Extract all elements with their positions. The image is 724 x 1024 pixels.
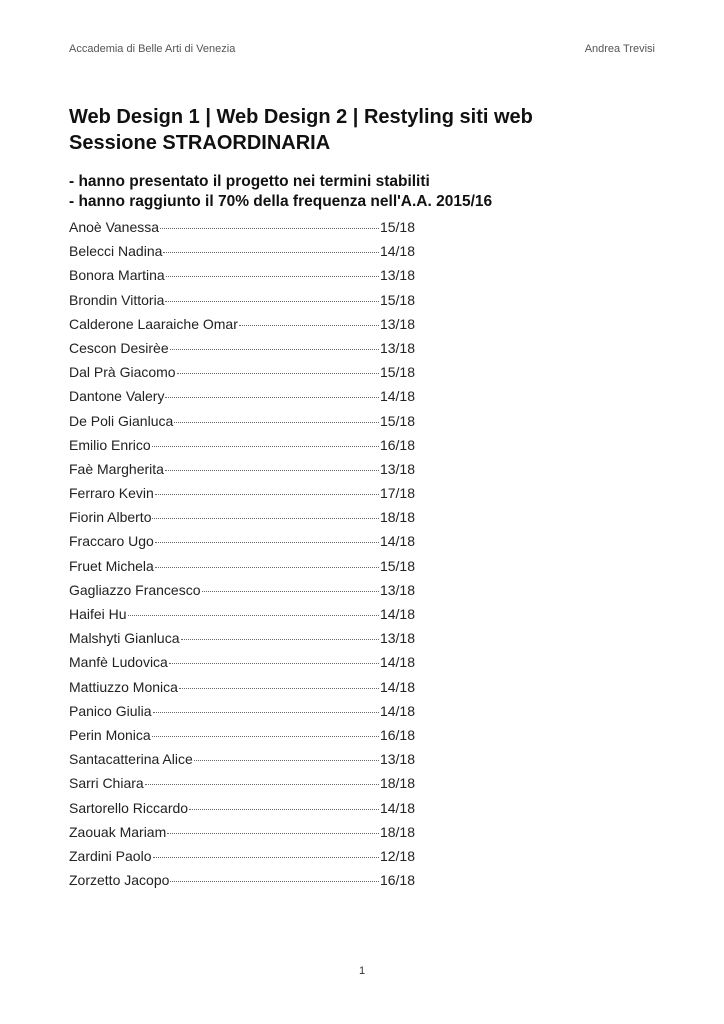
dot-leader <box>152 518 378 519</box>
student-row <box>69 529 415 553</box>
student-row <box>69 288 415 312</box>
student-score: 16/18 <box>379 436 415 453</box>
student-name: Faè Margherita <box>69 460 164 477</box>
student-row <box>69 312 415 336</box>
student-score: 13/18 <box>379 267 415 284</box>
student-name: Cescon Desirèe <box>69 339 169 356</box>
student-name: Haifei Hu <box>69 606 127 622</box>
dot-leader <box>170 349 379 350</box>
student-name: Manfè Ludovica <box>69 654 168 671</box>
student-name: Brondin Vittoria <box>69 291 165 308</box>
student-score: 15/18 <box>379 291 415 308</box>
student-score: 15/18 <box>379 219 415 235</box>
student-row <box>69 578 415 602</box>
student-score: 13/18 <box>379 581 415 598</box>
document-title <box>69 104 669 156</box>
student-score: 16/18 <box>379 872 415 889</box>
student-score: 17/18 <box>379 485 415 502</box>
student-name: Ferraro Kevin <box>69 485 154 502</box>
student-score: 14/18 <box>379 702 415 719</box>
subtitle-line-1: - hanno presentato il progetto nei termini stabiliti <box>69 173 430 190</box>
student-row <box>69 650 415 674</box>
student-row <box>69 868 415 892</box>
student-row <box>69 505 415 529</box>
dot-leader <box>166 276 379 277</box>
title-line-2: Sessione STRAORDINARIA <box>69 132 331 154</box>
student-score: 14/18 <box>379 533 415 550</box>
student-score: 15/18 <box>379 412 415 429</box>
dot-leader <box>239 325 379 326</box>
student-name: Santacatterina Alice <box>69 751 193 768</box>
student-name: Malshyti Gianluca <box>69 630 180 647</box>
student-list <box>69 215 415 892</box>
student-score: 13/18 <box>379 339 415 356</box>
student-row <box>69 384 415 408</box>
student-score: 18/18 <box>379 509 415 526</box>
student-name: Fruet Michela <box>69 557 154 574</box>
student-name: Belecci Nadina <box>69 243 163 260</box>
student-row <box>69 844 415 868</box>
dot-leader <box>145 784 379 785</box>
student-name: Zaouak Mariam <box>69 823 167 840</box>
student-row <box>69 675 415 699</box>
student-name: Zorzetto Jacopo <box>69 872 170 889</box>
student-row <box>69 820 415 844</box>
student-name: Mattiuzzo Monica <box>69 678 178 695</box>
student-score: 13/18 <box>379 630 415 647</box>
dot-leader <box>160 228 379 229</box>
student-score: 12/18 <box>379 847 415 864</box>
student-score: 14/18 <box>379 678 415 695</box>
student-score: 13/18 <box>379 460 415 477</box>
student-name: Calderone Laaraiche Omar <box>69 315 238 332</box>
student-score: 13/18 <box>379 751 415 768</box>
student-name: Anoè Vanessa <box>69 219 160 235</box>
dot-leader <box>155 494 379 495</box>
dot-leader <box>152 446 379 447</box>
header-author: Andrea Trevisi <box>584 43 655 55</box>
student-name: Zardini Paolo <box>69 847 152 864</box>
student-row <box>69 336 415 360</box>
student-name: Sarri Chiara <box>69 775 144 792</box>
header-institution: Accademia di Belle Arti di Venezia <box>69 43 236 55</box>
dot-leader <box>152 736 379 737</box>
page-number: 1 <box>358 965 366 977</box>
student-row <box>69 699 415 723</box>
student-score: 18/18 <box>379 823 415 840</box>
student-name: Fraccaro Ugo <box>69 533 154 550</box>
student-row <box>69 602 415 626</box>
dot-leader <box>167 833 379 834</box>
student-row <box>69 771 415 795</box>
document-subtitle <box>69 172 669 212</box>
dot-leader <box>202 591 379 592</box>
student-row <box>69 796 415 820</box>
dot-leader <box>165 470 379 471</box>
student-row <box>69 747 415 771</box>
student-row <box>69 433 415 457</box>
student-row <box>69 215 415 239</box>
dot-leader <box>179 688 379 689</box>
student-score: 14/18 <box>379 388 415 405</box>
student-name: Gagliazzo Francesco <box>69 581 201 598</box>
student-score: 18/18 <box>379 775 415 792</box>
student-row <box>69 457 415 481</box>
student-score: 16/18 <box>379 726 415 743</box>
student-name: Dal Prà Giacomo <box>69 364 176 381</box>
student-score: 14/18 <box>379 799 415 816</box>
subtitle-line-2: - hanno raggiunto il 70% della frequenza nell'A.A. 2015/16 <box>69 193 493 210</box>
student-name: Perin Monica <box>69 726 151 743</box>
title-line-1: Web Design 1 | Web Design 2 | Restyling siti web <box>69 106 533 128</box>
dot-leader <box>174 422 379 423</box>
dot-leader <box>155 567 379 568</box>
student-score: 13/18 <box>379 315 415 332</box>
student-row <box>69 481 415 505</box>
dot-leader <box>189 809 379 810</box>
student-score: 14/18 <box>379 606 415 622</box>
dot-leader <box>163 252 379 253</box>
student-row <box>69 263 415 287</box>
dot-leader <box>177 373 379 374</box>
dot-leader <box>181 639 379 640</box>
student-name: De Poli Gianluca <box>69 412 174 429</box>
student-score: 14/18 <box>379 243 415 260</box>
dot-leader <box>153 712 379 713</box>
student-row <box>69 723 415 747</box>
student-name: Bonora Martina <box>69 267 165 284</box>
student-row <box>69 626 415 650</box>
student-score: 14/18 <box>379 654 415 671</box>
student-name: Sartorello Riccardo <box>69 799 189 816</box>
student-name: Dantone Valery <box>69 388 165 405</box>
dot-leader <box>165 397 378 398</box>
student-row <box>69 360 415 384</box>
dot-leader <box>165 301 378 302</box>
dot-leader <box>170 881 379 882</box>
dot-leader <box>153 857 379 858</box>
dot-leader <box>169 663 379 664</box>
student-score: 15/18 <box>379 364 415 381</box>
student-name: Emilio Enrico <box>69 436 151 453</box>
student-row <box>69 239 415 263</box>
dot-leader <box>128 615 379 616</box>
student-name: Panico Giulia <box>69 702 152 719</box>
student-row <box>69 409 415 433</box>
dot-leader <box>155 542 379 543</box>
dot-leader <box>194 760 379 761</box>
student-score: 15/18 <box>379 557 415 574</box>
student-name: Fiorin Alberto <box>69 509 152 526</box>
student-row <box>69 554 415 578</box>
